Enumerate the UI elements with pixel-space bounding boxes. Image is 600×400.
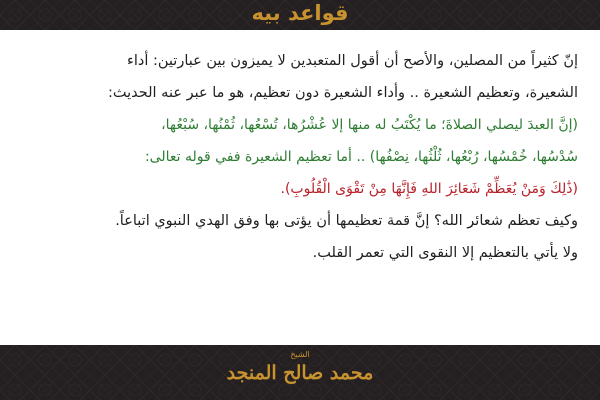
paragraph-4: ولا يأتي بالتعظيم إلا النقوى التي تعمر القلب. bbox=[312, 245, 578, 261]
paragraph-3: وكيف تعظم شعائر الله؟ إنَّ قمة تعظيمها أن يؤتى بها وفق الهدي النبوي اتباعاً. bbox=[115, 213, 578, 229]
paragraph-2: الشعيرة، وتعظيم الشعيرة .. وأداء الشعيرة دون تعظيم، هو ما عبر عنه الحديث: bbox=[107, 85, 578, 101]
hadith-quote-line-2: سُدْسُها، خُمْسُها، رُبْعُها، ثُلْثُها، نِصْفُها) .. أما تعظيم الشعيرة ففي قوله تعالى: bbox=[144, 149, 578, 165]
document-body bbox=[22, 46, 578, 270]
sheikh-label: الشيخ bbox=[290, 350, 310, 359]
paragraph-1: إنّ كثيراً من المصلين، والأصح أن أقول المتعبدين لا يميزون بين عبارتين: أداء bbox=[127, 53, 578, 69]
author-signature: محمد صالح المنجد bbox=[226, 362, 374, 384]
quran-verse-quote: (ذَٰلِكَ وَمَنْ يُعَظِّمْ شَعَائِرَ اللهِ فَإِنَّهَا مِنْ تَقْوَى الْقُلُوبِ). bbox=[280, 181, 578, 197]
bottom-banner bbox=[0, 345, 600, 400]
page-title: قواعد بيه bbox=[251, 1, 349, 25]
top-banner bbox=[0, 0, 600, 30]
hadith-quote-line-1: (إنَّ العبدَ ليصلي الصلاةَ؛ ما يُكْتَبُ له منها إلا عُشْرُها، تُسْعُها، ثُمْنُها، سُبْعُها، bbox=[161, 117, 578, 133]
